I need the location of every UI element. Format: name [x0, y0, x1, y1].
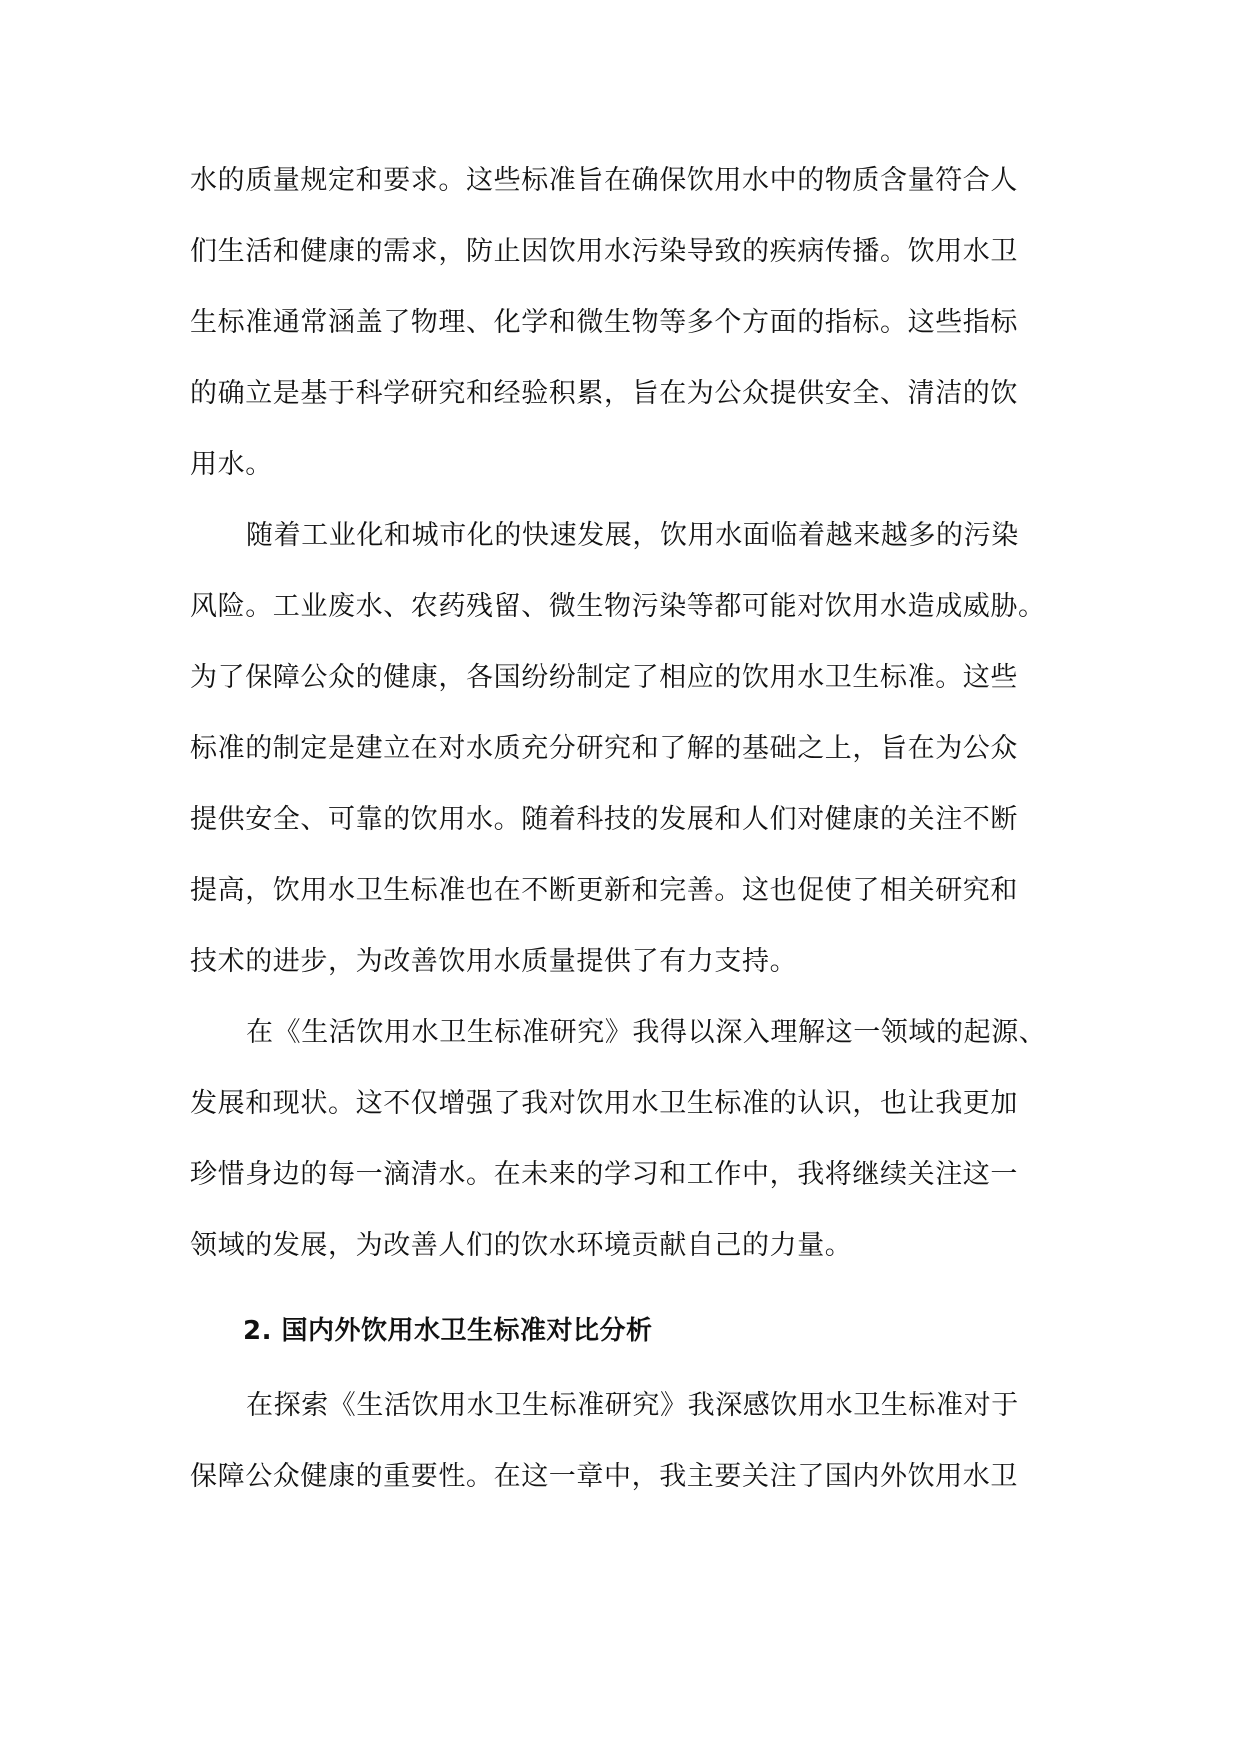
paragraph-line: 技术的进步，为改善饮用水质量提供了有力支持。: [190, 946, 798, 977]
paragraph-line: 珍惜身边的每一滴清水。在未来的学习和工作中，我将继续关注这一: [190, 1159, 1018, 1190]
paragraph-line: 生标准通常涵盖了物理、化学和微生物等多个方面的指标。这些指标: [190, 307, 1018, 338]
section-heading: 2. 国内外饮用水卫生标准对比分析: [243, 1316, 653, 1346]
paragraph-line: 在探索《生活饮用水卫生标准研究》我深感饮用水卫生标准对于: [246, 1390, 1019, 1421]
paragraph-line: 提供安全、可靠的饮用水。随着科技的发展和人们对健康的关注不断: [190, 804, 1018, 835]
paragraph-line: 标准的制定是建立在对水质充分研究和了解的基础之上，旨在为公众: [190, 733, 1018, 764]
paragraph-line: 的确立是基于科学研究和经验积累，旨在为公众提供安全、清洁的饮: [190, 378, 1018, 409]
paragraph-line: 们生活和健康的需求，防止因饮用水污染导致的疾病传播。饮用水卫: [190, 236, 1018, 267]
paragraph-line: 用水。: [190, 449, 273, 480]
paragraph-line: 在《生活饮用水卫生标准研究》我得以深入理解这一领域的起源、: [246, 1017, 1047, 1048]
paragraph-line: 发展和现状。这不仅增强了我对饮用水卫生标准的认识，也让我更加: [190, 1088, 1018, 1119]
paragraph-line: 领域的发展，为改善人们的饮水环境贡献自己的力量。: [190, 1230, 853, 1261]
paragraph-line: 提高，饮用水卫生标准也在不断更新和完善。这也促使了相关研究和: [190, 875, 1018, 906]
paragraph-line: 为了保障公众的健康，各国纷纷制定了相应的饮用水卫生标准。这些: [190, 662, 1018, 693]
paragraph-line: 风险。工业废水、农药残留、微生物污染等都可能对饮用水造成威胁。: [190, 591, 1046, 622]
paragraph-line: 保障公众健康的重要性。在这一章中，我主要关注了国内外饮用水卫: [190, 1461, 1018, 1492]
paragraph-line: 水的质量规定和要求。这些标准旨在确保饮用水中的物质含量符合人: [190, 165, 1018, 196]
paragraph-line: 随着工业化和城市化的快速发展，饮用水面临着越来越多的污染: [246, 520, 1019, 551]
